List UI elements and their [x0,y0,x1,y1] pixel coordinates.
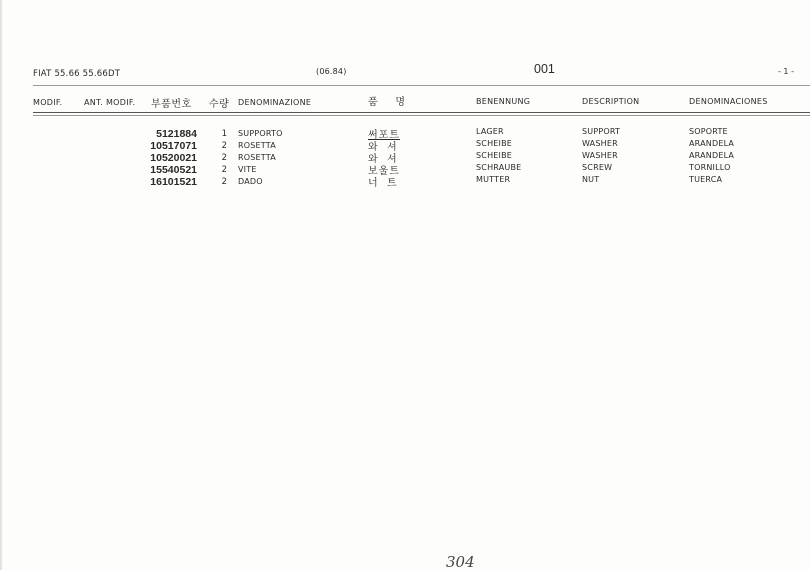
name-italian: ROSETTA [238,141,276,150]
part-number: 15540521 [150,164,197,176]
name-korean: 너 트 [368,178,398,189]
name-german: SCHEIBE [476,139,513,148]
name-german: LAGER [476,127,504,136]
name-german: MUTTER [476,175,511,184]
group-number: 001 [534,62,555,76]
page-number: - 1 - [778,67,794,76]
name-spanish: ARANDELA [689,139,735,148]
name-korean: 보울트 [368,166,400,177]
name-english: SCREW [582,163,613,172]
name-korean: 와 셔 [368,142,398,153]
part-number: 10520021 [150,152,197,164]
header-rule-bottom [33,112,810,113]
col-denominaciones: DENOMINACIONES [689,97,768,106]
edition-date: (06.84) [316,67,347,76]
name-spanish: TORNILLO [689,163,731,172]
name-italian: DADO [238,177,263,186]
name-spanish: SOPORTE [689,127,728,136]
scanned-page-edge [0,0,3,570]
model-title: FIAT 55.66 55.66DT [33,69,121,79]
col-modif: MODIF. [33,98,63,107]
col-description: DESCRIPTION [582,97,640,106]
col-denominazione: DENOMINAZIONE [238,98,312,107]
name-spanish: ARANDELA [689,151,735,160]
name-english: WASHER [582,151,618,160]
name-korean: 와 셔 [368,154,398,165]
col-ant-modif: ANT. MODIF. [84,98,136,107]
col-qty-kr: 수량 [209,99,230,110]
name-italian: SUPPORTO [238,129,283,138]
name-english: WASHER [582,139,618,148]
header-rule-double [33,115,810,116]
name-german: SCHRAUBE [476,163,522,172]
name-italian: ROSETTA [238,153,276,162]
col-name-kr: 품 명 [368,97,407,108]
name-english: NUT [582,175,600,184]
header-rule-top [33,85,810,86]
name-german: SCHEIBE [476,151,513,160]
part-number: 10517071 [150,140,197,152]
col-benennung: BENENNUNG [476,97,531,106]
name-korean: 써포트 [368,130,400,141]
handwritten-page-mark: 304 [446,553,475,571]
name-spanish: TUERCA [689,175,723,184]
part-number: 5121884 [156,128,197,140]
quantity: 1 [221,129,227,139]
quantity: 2 [221,141,227,151]
col-part-number-kr: 부품번호 [151,99,192,110]
quantity: 2 [221,153,227,163]
name-italian: VITE [238,165,257,174]
part-number: 16101521 [150,176,197,188]
quantity: 2 [221,177,227,187]
quantity: 2 [221,165,227,175]
name-english: SUPPORT [582,127,621,136]
